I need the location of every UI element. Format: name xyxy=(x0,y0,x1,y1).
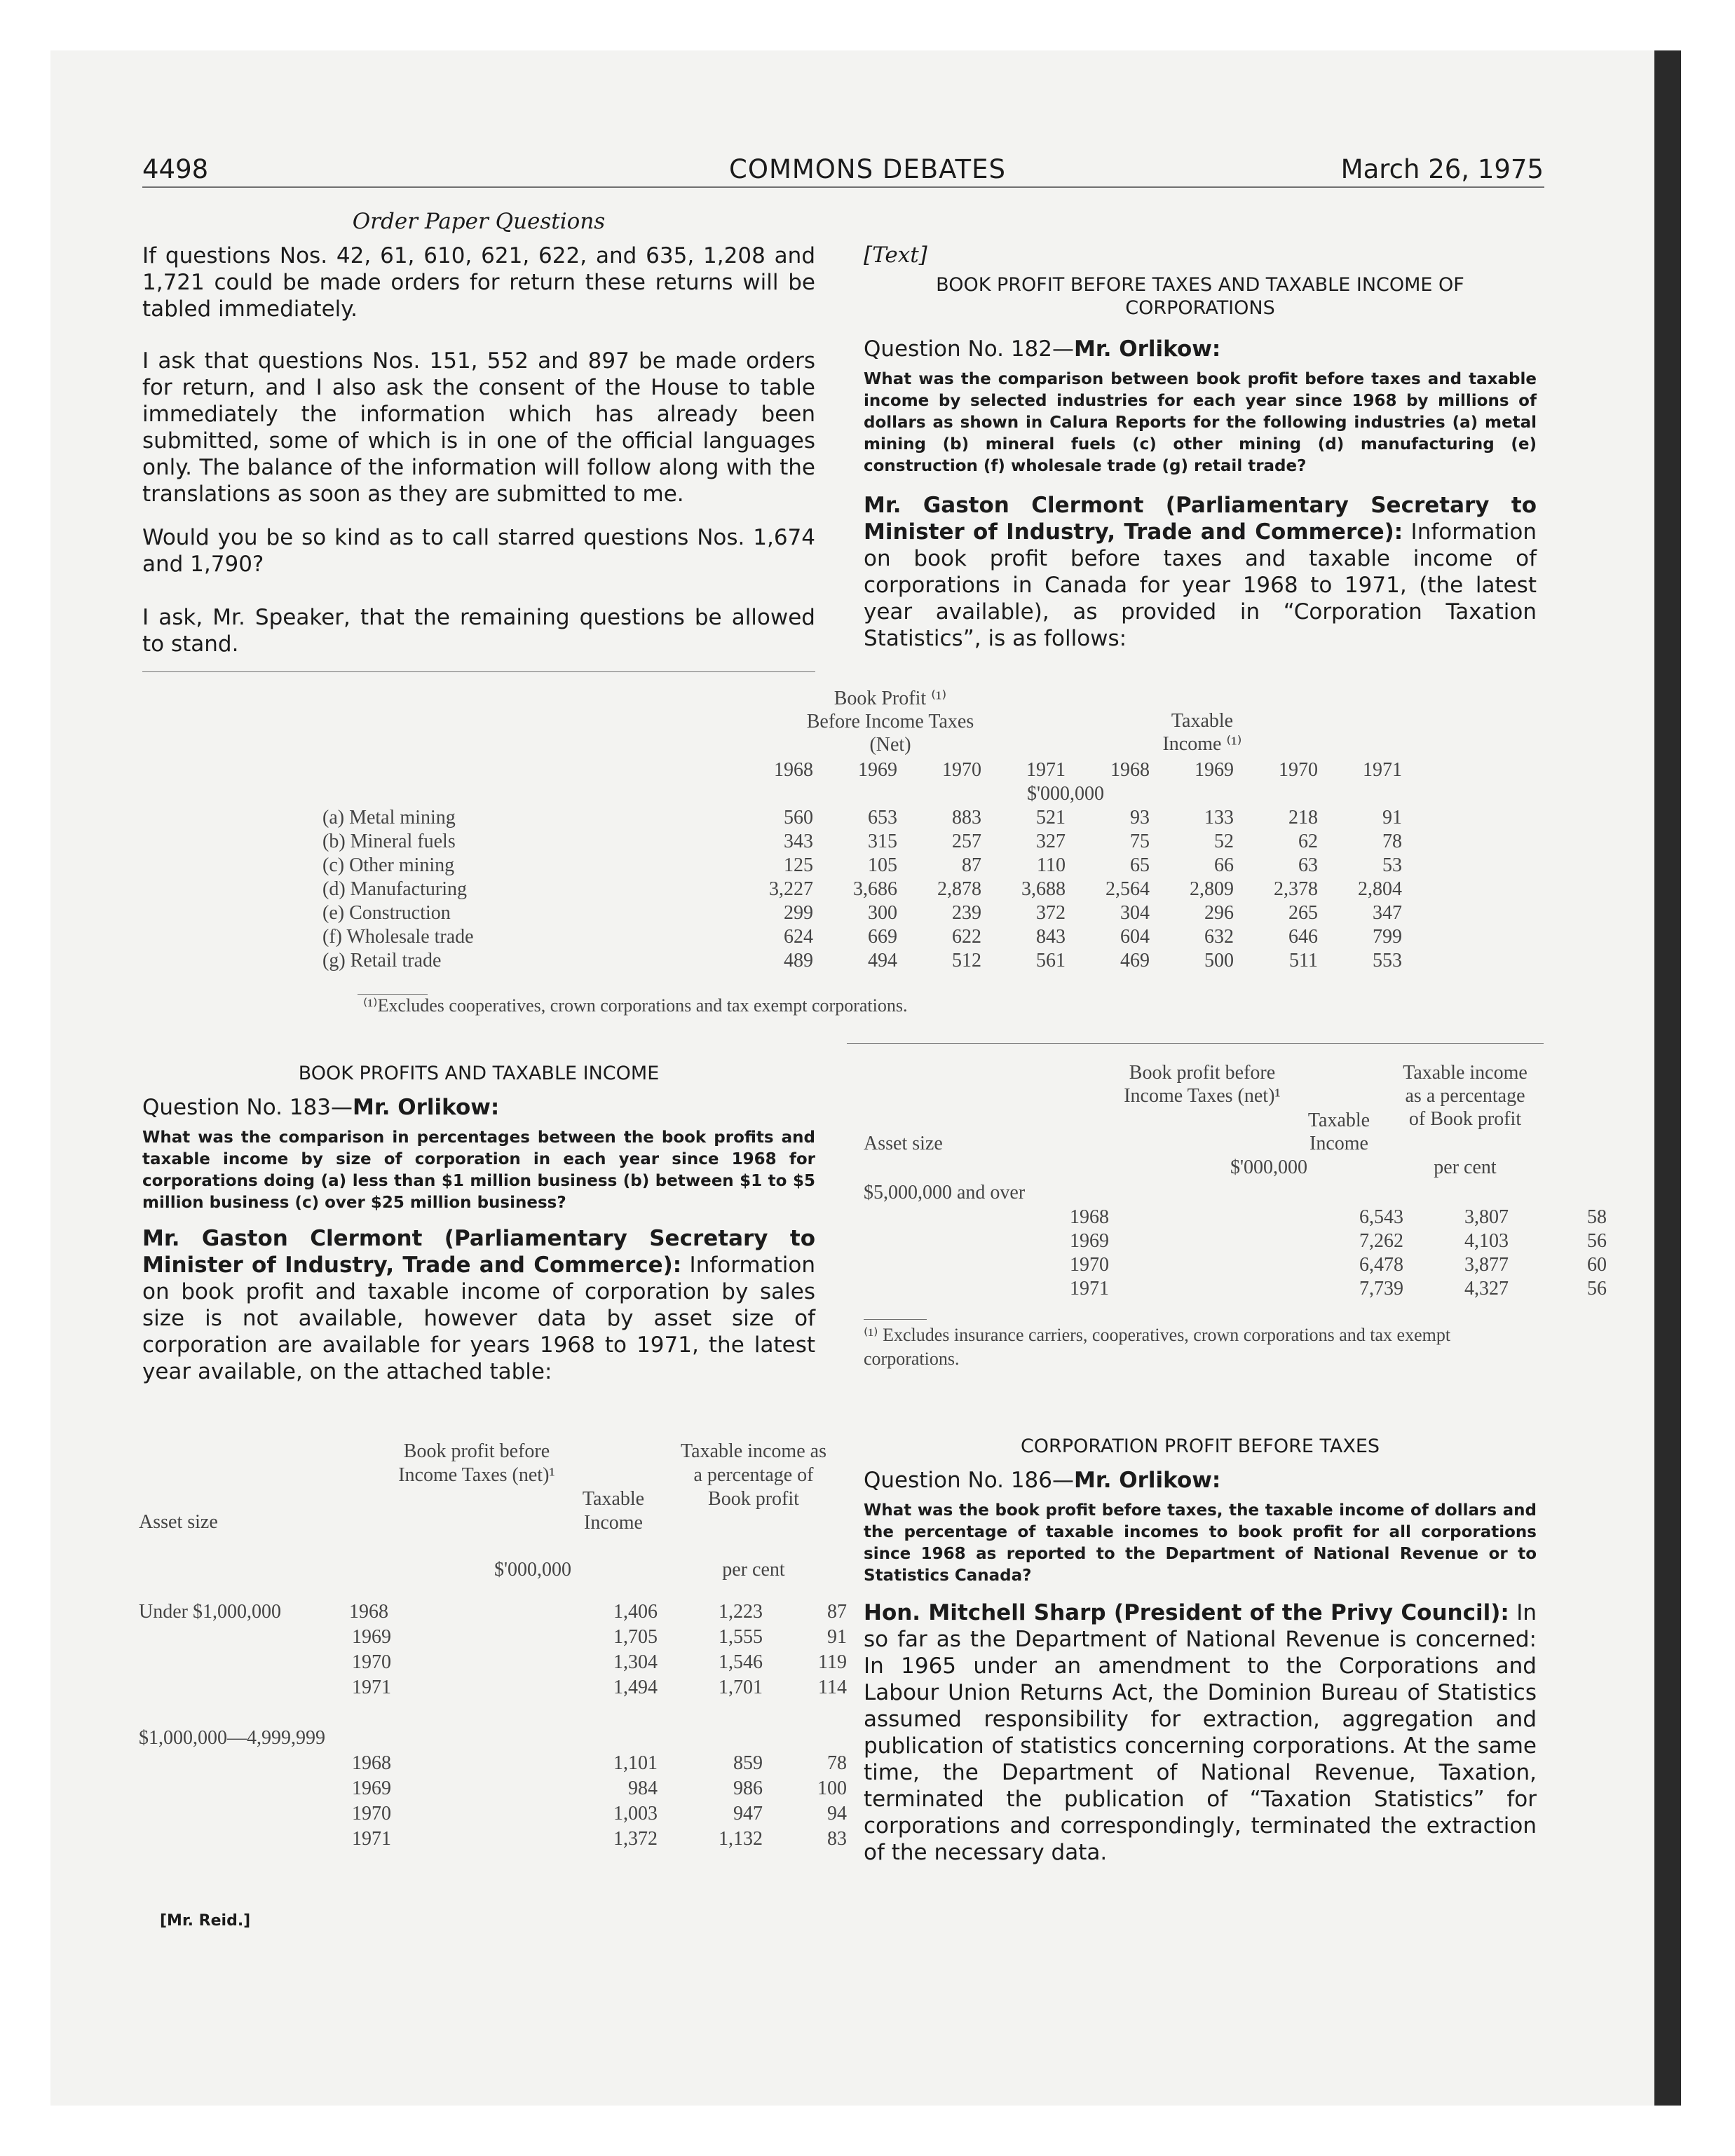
asset-table-small xyxy=(139,1599,875,1852)
cell: 62 xyxy=(1298,831,1318,852)
table-row xyxy=(322,806,1402,830)
taxable-cell: 4,327 xyxy=(1464,1278,1509,1299)
taxable-cell: 1,132 xyxy=(719,1828,763,1850)
cell: 75 xyxy=(1130,831,1150,852)
answer-text: In so far as the Department of National Revenue is concerned: In 1965 under an amendment to the Corporations and Labour Union Returns Act, the Dominion Bureau of Statistics assumed responsibility for extraction, aggregation and publication of statistics concerning corporations. At the same time, the Department of National Revenue, Taxation, terminated the publication of “Taxation Statistics” for corporations and correspondingly, terminated the extraction of the necessary data. xyxy=(864,1600,1537,1865)
table-row xyxy=(322,949,1402,973)
asset-group-label: Under $1,000,000 xyxy=(139,1601,281,1623)
publication-title: COMMONS DEBATES xyxy=(728,154,1006,184)
asset-table-large xyxy=(864,1206,1614,1301)
cell: 561 xyxy=(1036,950,1066,971)
percent-cell: 119 xyxy=(818,1651,847,1673)
table-row xyxy=(322,901,1402,925)
question-182-title: BOOK PROFIT BEFORE TAXES AND TAXABLE INCOME OF CORPORATIONS xyxy=(936,274,1464,319)
cell: 2,804 xyxy=(1358,878,1402,900)
row-label: (f) Wholesale trade xyxy=(322,926,474,948)
col-book-profit-header: Book profit before Income Taxes (net)¹ xyxy=(1124,1062,1281,1107)
table-row xyxy=(322,878,1402,901)
taxable-cell: 3,807 xyxy=(1464,1206,1509,1228)
cell: 304 xyxy=(1120,902,1150,924)
percent-cell: 114 xyxy=(818,1677,847,1698)
answer-text: Information on book profit before taxes and taxable income of corporations in Canada for year 1968 to 1971, (the latest year available), as provided in “Corporation Taxation Statistics”, is as follows: xyxy=(864,519,1537,651)
percent-cell: 78 xyxy=(827,1752,847,1774)
table-row xyxy=(139,1827,875,1852)
question-asker: Mr. Orlikow: xyxy=(353,1095,500,1120)
table3-footnote: ⁽¹⁾ Excludes insurance carriers, cooperatives, crown corporations and tax exempt corporations. xyxy=(864,1325,1451,1369)
taxable-cell: 1,546 xyxy=(719,1651,763,1673)
table1-group-book-profit: Book Profit ⁽¹⁾ Before Income Taxes (Net) xyxy=(806,688,974,756)
paragraph-2: I ask that questions Nos. 151, 552 and 897 be made orders for return, and I also ask the consent of the House to table immediately the information which has already been submitted, some of which is in one of the official languages only. The balance of the information will follow along with the translations as soon as they are submitted to me. xyxy=(142,348,815,507)
cell: 2,378 xyxy=(1274,878,1318,900)
taxable-cell: 986 xyxy=(733,1778,763,1799)
cell: 2,564 xyxy=(1105,878,1150,900)
year-header: 1968 xyxy=(1110,759,1150,781)
question-183-heading xyxy=(142,1095,499,1120)
year-cell: 1970 xyxy=(352,1651,391,1673)
year-cell: 1968 xyxy=(349,1601,388,1623)
asset-group-label: $1,000,000—4,999,999 xyxy=(139,1727,325,1749)
row-label: (g) Retail trade xyxy=(322,950,442,971)
table-row xyxy=(139,1675,875,1700)
answer-182 xyxy=(864,492,1537,652)
col-percent-header: Taxable income as a percentage of Book profit xyxy=(681,1440,826,1510)
table-row xyxy=(322,854,1402,878)
table-row xyxy=(139,1625,875,1650)
answer-speaker: Hon. Mitchell Sharp (President of the Privy Council): xyxy=(864,1600,1509,1625)
table-row xyxy=(864,1206,1614,1229)
percent-cell: 91 xyxy=(827,1626,847,1648)
industry-table xyxy=(322,758,1402,973)
table-row xyxy=(864,1229,1614,1253)
book-profit-cell: 1,406 xyxy=(613,1601,658,1623)
cell: 52 xyxy=(1214,831,1234,852)
cell: 3,227 xyxy=(769,878,813,900)
percent-cell: 87 xyxy=(827,1601,847,1623)
cell: 2,809 xyxy=(1190,878,1234,900)
col-asset-header: Asset size xyxy=(139,1511,218,1533)
table-row xyxy=(864,1253,1614,1277)
cell: 87 xyxy=(962,854,981,876)
year-header: 1970 xyxy=(1279,759,1318,781)
cell: 500 xyxy=(1204,950,1234,971)
cell: 469 xyxy=(1120,950,1150,971)
cell: 372 xyxy=(1036,902,1066,924)
table1-group-taxable: Taxable Income ⁽¹⁾ xyxy=(1162,710,1242,755)
cell: 3,688 xyxy=(1021,878,1066,900)
paragraph-4: I ask, Mr. Speaker, that the remaining questions be allowed to stand. xyxy=(142,605,815,657)
cell: 799 xyxy=(1373,926,1402,948)
percent-unit-label: per cent xyxy=(1434,1157,1497,1178)
question-182-heading xyxy=(864,336,1220,362)
year-header: 1971 xyxy=(1026,759,1066,781)
cell: 343 xyxy=(784,831,813,852)
cell: 883 xyxy=(952,807,981,828)
answer-186 xyxy=(864,1599,1537,1866)
row-label: (c) Other mining xyxy=(322,854,455,876)
question-183-title: BOOK PROFITS AND TAXABLE INCOME xyxy=(298,1063,660,1084)
cell: 494 xyxy=(868,950,897,971)
percent-cell: 58 xyxy=(1587,1206,1607,1228)
book-profit-cell: 1,494 xyxy=(613,1677,658,1698)
cell: 93 xyxy=(1130,807,1150,828)
cell: 624 xyxy=(784,926,813,948)
percent-cell: 100 xyxy=(817,1778,847,1799)
row-label: (b) Mineral fuels xyxy=(322,831,456,852)
question-label: Question No. 182— xyxy=(864,336,1074,362)
question-label: Question No. 183— xyxy=(142,1095,353,1120)
taxable-cell: 1,223 xyxy=(719,1601,763,1623)
cell: 521 xyxy=(1036,807,1066,828)
table1-footnote: ⁽¹⁾Excludes cooperatives, crown corporations and tax exempt corporations. xyxy=(363,995,908,1016)
percent-unit-label: per cent xyxy=(722,1559,785,1581)
percent-cell: 56 xyxy=(1587,1230,1607,1252)
taxable-cell: 4,103 xyxy=(1464,1230,1509,1252)
book-profit-cell: 1,372 xyxy=(613,1828,658,1850)
cell: 63 xyxy=(1298,854,1318,876)
cell: 105 xyxy=(868,854,897,876)
cell: 300 xyxy=(868,902,897,924)
cell: 632 xyxy=(1204,926,1234,948)
book-profit-cell: 7,262 xyxy=(1359,1230,1403,1252)
question-183-text: What was the comparison in percentages between the book profits and taxable income by size of corporation in each year since 1968 for corporations doing (a) less than $1 million business (b) between $1 to $5 million business (c) over $25 million business? xyxy=(142,1128,815,1212)
year-cell: 1969 xyxy=(352,1778,391,1799)
scan-edge xyxy=(1654,50,1681,2106)
year-cell: 1968 xyxy=(352,1752,391,1774)
unit-label: $'000,000 xyxy=(1230,1157,1308,1178)
cell: 78 xyxy=(1382,831,1402,852)
page-date: March 26, 1975 xyxy=(1340,154,1544,184)
unit-label: $'000,000 xyxy=(1026,783,1105,805)
taxable-cell: 859 xyxy=(733,1752,763,1774)
column-rule xyxy=(847,1043,1544,1044)
row-label: (a) Metal mining xyxy=(322,807,456,828)
cell: 257 xyxy=(952,831,981,852)
year-header: 1971 xyxy=(1363,759,1402,781)
asset-group-label: $5,000,000 and over xyxy=(864,1182,1026,1203)
taxable-cell: 3,877 xyxy=(1464,1254,1509,1276)
book-profit-cell: 984 xyxy=(628,1778,658,1799)
question-asker: Mr. Orlikow: xyxy=(1074,1468,1221,1493)
cell: 2,878 xyxy=(937,878,981,900)
year-cell: 1969 xyxy=(1070,1230,1109,1252)
cell: 110 xyxy=(1037,854,1066,876)
table-row xyxy=(139,1599,875,1625)
cell: 327 xyxy=(1036,831,1066,852)
col-asset-header: Asset size xyxy=(864,1133,943,1154)
table-row xyxy=(322,830,1402,854)
table1-year-row xyxy=(322,758,1402,782)
table-row xyxy=(139,1751,875,1776)
year-header: 1968 xyxy=(774,759,813,781)
cell: 265 xyxy=(1288,902,1318,924)
text-marker: [Text] xyxy=(864,243,927,268)
speaker-tag: [Mr. Reid.] xyxy=(160,1912,251,1930)
cell: 669 xyxy=(868,926,897,948)
year-cell: 1971 xyxy=(1070,1278,1109,1299)
year-cell: 1971 xyxy=(352,1677,391,1698)
answer-text: Information on book profit and taxable income of corporation by sales size is not available, however data by asset size of corporation are available for years 1968 to 1971, the latest year available, on the attached table: xyxy=(142,1253,815,1384)
cell: 239 xyxy=(952,902,981,924)
col-percent-header: Taxable income as a percentage of Book profit xyxy=(1403,1062,1528,1130)
cell: 622 xyxy=(952,926,981,948)
cell: 512 xyxy=(952,950,981,971)
question-186-title: CORPORATION PROFIT BEFORE TAXES xyxy=(1020,1435,1380,1457)
year-cell: 1970 xyxy=(1070,1254,1109,1276)
taxable-cell: 1,555 xyxy=(719,1626,763,1648)
col-book-profit-header: Book profit before Income Taxes (net)¹ xyxy=(398,1440,555,1486)
answer-speaker: Mr. Gaston Clermont (Parliamentary Secretary to Minister of Industry, Trade and Commerce): xyxy=(142,1226,815,1278)
page-number: 4498 xyxy=(142,154,209,184)
table-row xyxy=(139,1801,875,1827)
unit-label: $'000,000 xyxy=(494,1559,572,1581)
table-row xyxy=(139,1776,875,1801)
row-label: (e) Construction xyxy=(322,902,451,924)
cell: 511 xyxy=(1289,950,1318,971)
cell: 218 xyxy=(1288,807,1318,828)
percent-cell: 83 xyxy=(827,1828,847,1850)
paragraph-1: If questions Nos. 42, 61, 610, 621, 622, and 635, 1,208 and 1,721 could be made orders for return these returns will be tabled immediately. xyxy=(142,243,815,322)
section-title: Order Paper Questions xyxy=(352,209,606,234)
answer-speaker: Mr. Gaston Clermont (Parliamentary Secretary to Minister of Industry, Trade and Commerce): xyxy=(864,493,1537,545)
cell: 91 xyxy=(1382,807,1402,828)
taxable-cell: 1,701 xyxy=(719,1677,763,1698)
cell: 653 xyxy=(868,807,897,828)
cell: 347 xyxy=(1373,902,1402,924)
year-cell: 1968 xyxy=(1070,1206,1109,1228)
cell: 489 xyxy=(784,950,813,971)
cell: 553 xyxy=(1373,950,1402,971)
percent-cell: 94 xyxy=(827,1803,847,1824)
percent-cell: 60 xyxy=(1587,1254,1607,1276)
table-row xyxy=(139,1726,875,1751)
year-cell: 1969 xyxy=(352,1626,391,1648)
cell: 646 xyxy=(1288,926,1318,948)
cell: 53 xyxy=(1382,854,1402,876)
header-rule xyxy=(142,186,1544,188)
book-profit-cell: 1,304 xyxy=(613,1651,658,1673)
cell: 65 xyxy=(1130,854,1150,876)
book-profit-cell: 1,705 xyxy=(613,1626,658,1648)
footnote-rule xyxy=(358,994,428,995)
question-186-text: What was the book profit before taxes, the taxable income of dollars and the percentage of taxable incomes to book profit for all corporations since 1968 as reported to the Department of National Revenue or to Statistics Canada? xyxy=(864,1501,1537,1585)
cell: 3,686 xyxy=(853,878,897,900)
col-taxable-header: Taxable Income xyxy=(1307,1110,1370,1154)
cell: 125 xyxy=(784,854,813,876)
cell: 315 xyxy=(868,831,897,852)
cell: 299 xyxy=(784,902,813,924)
year-cell: 1970 xyxy=(352,1803,391,1824)
question-186-heading xyxy=(864,1468,1220,1493)
table-row xyxy=(322,925,1402,949)
year-header: 1969 xyxy=(1195,759,1234,781)
table-row xyxy=(864,1277,1614,1301)
footnote-rule xyxy=(864,1319,927,1320)
question-asker: Mr. Orlikow: xyxy=(1074,336,1221,362)
year-cell: 1971 xyxy=(352,1828,391,1850)
cell: 560 xyxy=(784,807,813,828)
taxable-cell: 947 xyxy=(733,1803,763,1824)
cell: 66 xyxy=(1214,854,1234,876)
row-label: (d) Manufacturing xyxy=(322,878,468,900)
question-label: Question No. 186— xyxy=(864,1468,1074,1493)
cell: 296 xyxy=(1204,902,1234,924)
book-profit-cell: 6,543 xyxy=(1359,1206,1403,1228)
paragraph-3: Would you be so kind as to call starred questions Nos. 1,674 and 1,790? xyxy=(142,525,815,577)
question-182-text: What was the comparison between book profit before taxes and taxable income by selected industries for each year since 1968 by millions of dollars as shown in Calura Reports for the following industries (a) metal mining (b) mineral fuels (c) other mining (d) manufacturing (e) construction (f) wholesale trade (g) retail trade? xyxy=(864,370,1537,475)
col-taxable-header: Taxable Income xyxy=(582,1488,645,1534)
cell: 133 xyxy=(1204,807,1234,828)
answer-183 xyxy=(142,1225,815,1385)
cell: 604 xyxy=(1120,926,1150,948)
book-profit-cell: 1,101 xyxy=(613,1752,658,1774)
table-row xyxy=(139,1650,875,1675)
year-header: 1970 xyxy=(942,759,981,781)
year-header: 1969 xyxy=(858,759,897,781)
cell: 843 xyxy=(1036,926,1066,948)
column-rule xyxy=(142,671,815,672)
book-profit-cell: 7,739 xyxy=(1359,1278,1403,1299)
book-profit-cell: 6,478 xyxy=(1359,1254,1403,1276)
table1-unit-row xyxy=(322,782,1402,806)
book-profit-cell: 1,003 xyxy=(613,1803,658,1824)
percent-cell: 56 xyxy=(1587,1278,1607,1299)
